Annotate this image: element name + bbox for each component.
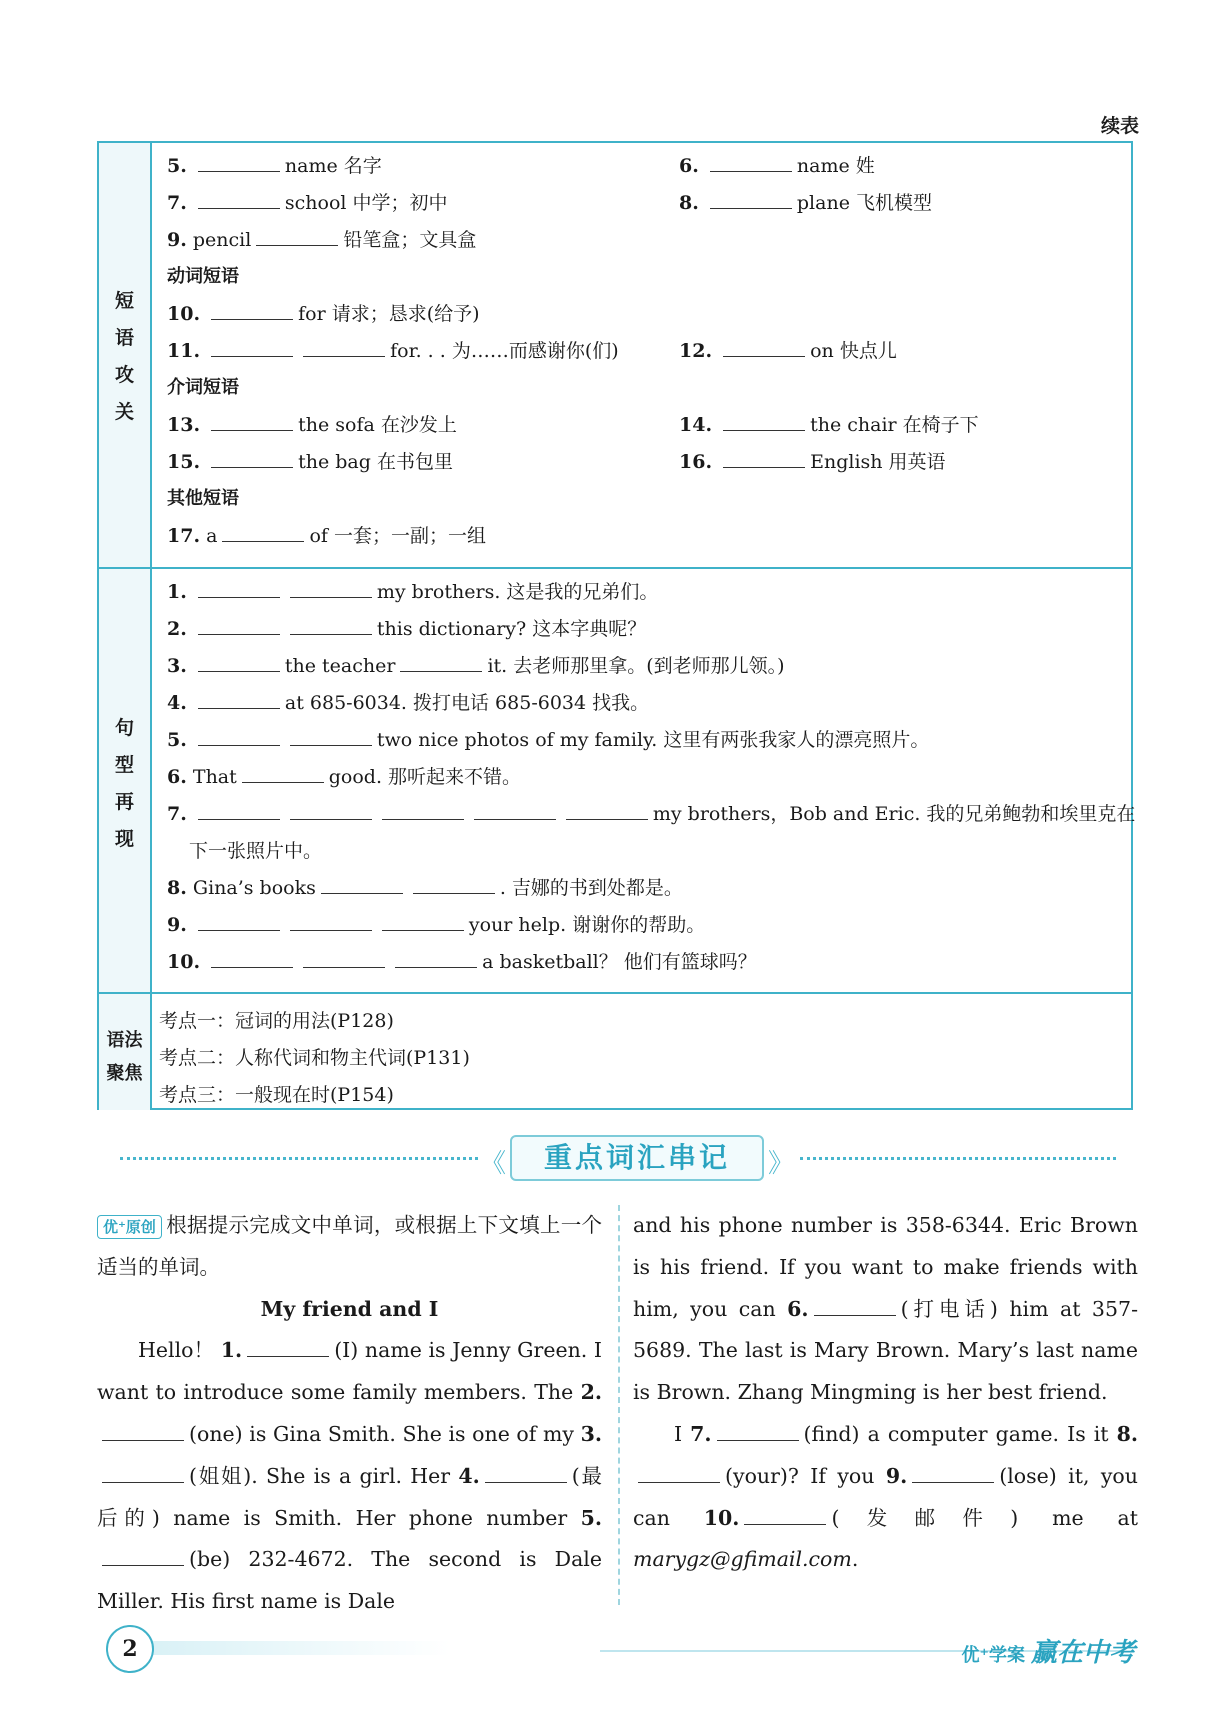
sentence-section xyxy=(99,567,1136,994)
column-divider xyxy=(618,1205,620,1605)
exercise-line: 7. my brothers，Bob and Eric. 我的兄弟鲍勃和埃里克在 xyxy=(167,803,1136,825)
answer-blank[interactable] xyxy=(290,914,372,931)
answer-blank[interactable] xyxy=(198,914,280,931)
answer-blank[interactable] xyxy=(242,766,324,783)
sentence-section-label: 句 型 再 现 xyxy=(99,569,152,994)
exercise-line: 17. a of 一套；一副；一组 xyxy=(167,525,486,547)
exercise-line: 16. English 用英语 xyxy=(679,451,946,473)
answer-blank[interactable] xyxy=(912,1466,994,1483)
exercise-line: 12. on 快点儿 xyxy=(679,340,897,362)
answer-blank[interactable] xyxy=(198,192,280,209)
answer-blank[interactable] xyxy=(198,729,280,746)
answer-blank[interactable] xyxy=(222,525,304,542)
exercise-line: 8. Gina’s books . 吉娜的书到处都是。 xyxy=(167,877,683,899)
answer-blank[interactable] xyxy=(814,1299,896,1316)
answer-blank[interactable] xyxy=(474,803,556,820)
exercise-line: 1. my brothers. 这是我的兄弟们。 xyxy=(167,581,659,603)
answer-blank[interactable] xyxy=(211,951,293,968)
email-address: marygz@gfimail.com xyxy=(633,1547,852,1572)
subheading: 动词短语 xyxy=(167,266,239,287)
answer-blank[interactable] xyxy=(303,340,385,357)
exercise-line: 11. for. . . 为……而感谢你(们) xyxy=(167,340,619,362)
grammar-point-3: 考点三：一般现在时(P154) xyxy=(159,1084,394,1106)
answer-blank[interactable] xyxy=(723,340,805,357)
answer-blank[interactable] xyxy=(382,914,464,931)
answer-blank[interactable] xyxy=(198,618,280,635)
chevron-right-icon: 》 xyxy=(768,1149,795,1179)
subheading: 介词短语 xyxy=(167,377,239,398)
exercise-line: 15. the bag 在书包里 xyxy=(167,451,453,473)
exercise-line: 7. school 中学；初中 xyxy=(167,192,448,214)
answer-blank[interactable] xyxy=(638,1466,720,1483)
summary-table xyxy=(97,141,1136,1110)
exercise-line: 10. a basketball？ 他们有篮球吗？ xyxy=(167,951,757,973)
exercise-line: 3. the teacher it. 去老师那里拿。(到老师那儿领。) xyxy=(167,655,785,677)
exercise-right-column: and his phone number is 358-6344. Eric Brown is his friend. If you want to make friends with him, you can 6. (打电话) him at 357-5689. The last is Mary Brown. Mary’s last name is Brown. Zhang Mingming is her best friend. I 7. (find) a computer game. Is it 8.(your)? If you 9. (lose) it, you can 10. (发邮件) me at marygz@gfimail.com. xyxy=(633,1213,1138,1572)
exercise-line: 2. this dictionary? 这本字典呢？ xyxy=(167,618,647,640)
answer-blank[interactable] xyxy=(198,655,280,672)
answer-blank[interactable] xyxy=(211,340,293,357)
subheading: 其他短语 xyxy=(167,488,239,509)
answer-blank[interactable] xyxy=(290,729,372,746)
answer-blank[interactable] xyxy=(198,155,280,172)
answer-blank[interactable] xyxy=(290,803,372,820)
page-number: 2 xyxy=(106,1625,154,1673)
answer-blank[interactable] xyxy=(485,1466,567,1483)
answer-blank[interactable] xyxy=(710,192,792,209)
phrase-section-label: 短 语 攻 关 xyxy=(99,143,152,567)
answer-blank[interactable] xyxy=(744,1508,826,1525)
exercise-line: 6. That good. 那听起来不错。 xyxy=(167,766,522,788)
exercise-line: 9. pencil 铅笔盒；文具盒 xyxy=(167,229,477,251)
chevron-left-icon: 《 xyxy=(480,1149,507,1179)
story-title: My friend and I xyxy=(260,1296,439,1321)
exercise-left-column: 优⁺原创 根据提示完成文中单词，或根据上下文填上一个适当的单词。 My friend and I Hello！ 1. (I) name is Jenny Green. I want to introduce some family members. The 2.(one) is Gina Smith. She is one of my 3.(姐姐). She is a girl. Her 4. (最后的) name is Smith. Her phone number 5.(be) 232-4672. The second is Dale Miller. His first name is Dale xyxy=(97,1213,603,1614)
answer-blank[interactable] xyxy=(395,951,477,968)
grammar-section-label: 语法 聚焦 xyxy=(99,994,152,1110)
exercise-line: 14. the chair 在椅子下 xyxy=(679,414,979,436)
original-badge: 优⁺原创 xyxy=(97,1215,162,1239)
exercise-line: 13. the sofa 在沙发上 xyxy=(167,414,457,436)
exercise-line: 9. your help. 谢谢你的帮助。 xyxy=(167,914,706,936)
answer-blank[interactable] xyxy=(256,229,338,246)
answer-blank[interactable] xyxy=(102,1424,184,1441)
brand-logo: 优⁺学案 赢在中考 xyxy=(961,1638,1135,1668)
phrase-section xyxy=(99,143,1131,567)
answer-blank[interactable] xyxy=(382,803,464,820)
continued-label: 续表 xyxy=(1100,115,1139,137)
answer-blank[interactable] xyxy=(290,581,372,598)
answer-blank[interactable] xyxy=(102,1549,184,1566)
exercise-line: 5. name 名字 xyxy=(167,155,382,177)
exercise-line: 4. at 685-6034. 拨打电话 685-6034 找我。 xyxy=(167,692,650,714)
exercise-instruction: 根据提示完成文中单词，或根据上下文填上一个适当的单词。 xyxy=(97,1213,602,1279)
banner-title: 重点词汇串记 xyxy=(510,1135,764,1181)
exercise-line: 5. two nice photos of my family. 这里有两张我家人的漂亮照片。 xyxy=(167,729,930,751)
answer-blank[interactable] xyxy=(303,951,385,968)
answer-blank[interactable] xyxy=(198,692,280,709)
exercise-line: 下一张照片中。 xyxy=(189,840,323,862)
grammar-point-2: 考点二：人称代词和物主代词(P131) xyxy=(159,1047,470,1069)
answer-blank[interactable] xyxy=(211,414,293,431)
answer-blank[interactable] xyxy=(198,581,280,598)
answer-blank[interactable] xyxy=(211,303,293,320)
answer-blank[interactable] xyxy=(400,655,482,672)
section-banner xyxy=(120,1135,1116,1183)
grammar-section xyxy=(99,992,1131,1110)
answer-blank[interactable] xyxy=(710,155,792,172)
answer-blank[interactable] xyxy=(247,1340,329,1357)
grammar-point-1: 考点一：冠词的用法(P128) xyxy=(159,1010,394,1032)
answer-blank[interactable] xyxy=(321,877,403,894)
answer-blank[interactable] xyxy=(723,451,805,468)
answer-blank[interactable] xyxy=(290,618,372,635)
exercise-line: 10. for 请求；恳求(给予) xyxy=(167,303,480,325)
answer-blank[interactable] xyxy=(717,1424,799,1441)
exercise-line: 8. plane 飞机模型 xyxy=(679,192,932,214)
answer-blank[interactable] xyxy=(211,451,293,468)
answer-blank[interactable] xyxy=(723,414,805,431)
answer-blank[interactable] xyxy=(198,803,280,820)
exercise-line: 6. name 姓 xyxy=(679,155,875,177)
answer-blank[interactable] xyxy=(413,877,495,894)
answer-blank[interactable] xyxy=(566,803,648,820)
answer-blank[interactable] xyxy=(102,1466,184,1483)
